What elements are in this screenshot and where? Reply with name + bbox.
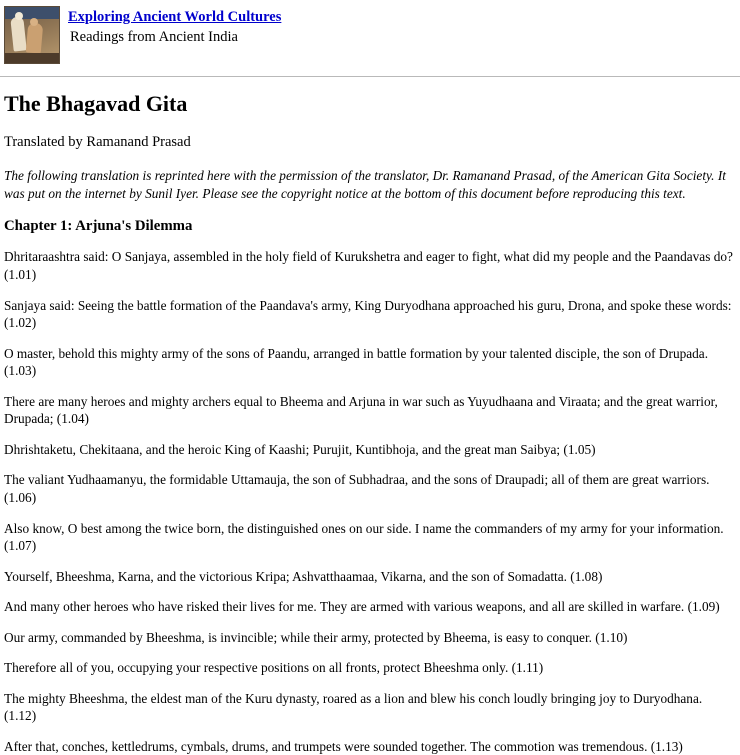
logo-figure-left <box>10 16 26 51</box>
page-title: The Bhagavad Gita <box>4 91 188 116</box>
logo-figure-left-head <box>15 12 23 20</box>
translator-credit: Translated by Ramanand Prasad <box>4 134 191 151</box>
document-content <box>0 91 740 755</box>
verse-paragraph: Dhrishtaketu, Chekitaana, and the heroic King of Kaashi; Purujit, Kuntibhoja, and the great man Saibya; (1.05) <box>4 441 596 457</box>
masthead-divider <box>0 76 740 77</box>
logo-figure-right <box>26 22 44 53</box>
verse-paragraph: O master, behold this mighty army of the sons of Paandu, arranged in battle formation by your talented disciple, the son of Drupada. (1.03) <box>4 345 709 379</box>
verse-paragraph: Also know, O best among the twice born, the distinguished ones on our side. I name the commanders of my army for your information. (1.07) <box>4 520 724 554</box>
verse-paragraph: There are many heroes and mighty archers equal to Bheema and Arjuna in war such as Yuyudhaana and Viraata; and the great warrior, Drupada; (1.04) <box>4 393 718 427</box>
reprint-notice: The following translation is reprinted here with the permission of the translator, Dr. Ramanand Prasad, of the American Gita Society. It was put on the internet by Sunil Iyer. Please see the copyright notice at the bottom of this document before reproducing this text. <box>4 168 726 201</box>
verse-paragraph: And many other heroes who have risked their lives for me. They are armed with various weapons, and all are skilled in warfare. (1.09) <box>4 599 720 615</box>
verse-paragraph: After that, conches, kettledrums, cymbals, drums, and trumpets were sounded together. The commotion was tremendous. (1.13) <box>4 738 683 754</box>
masthead-subtitle: Readings from Ancient India <box>70 29 238 46</box>
verse-paragraph: Yourself, Bheeshma, Karna, and the victorious Kripa; Ashvatthaamaa, Vikarna, and the son of Somadatta. (1.08) <box>4 568 603 584</box>
verse-paragraph: The valiant Yudhaamanyu, the formidable Uttamauja, the son of Subhadraa, and the sons of Draupadi; all of them are great warriors. (1.06) <box>4 472 710 505</box>
verse-paragraph: Our army, commanded by Bheeshma, is invincible; while their army, protected by Bheema, is easy to conquer. (1.10) <box>4 629 628 645</box>
masthead-text <box>68 6 281 47</box>
verse-paragraph: Therefore all of you, occupying your respective positions on all fronts, protect Bheeshma only. (1.11) <box>4 660 544 676</box>
verse-paragraph: The mighty Bheeshma, the eldest man of the Kuru dynasty, roared as a lion and blew his conch loudly bringing joy to Duryodhana. (1.12) <box>4 690 703 724</box>
chapter-heading: Chapter 1: Arjuna's Dilemma <box>4 218 193 235</box>
site-home-link[interactable]: Exploring Ancient World Cultures <box>68 9 282 25</box>
verse-paragraph: Dhritaraashtra said: O Sanjaya, assembled in the holy field of Kurukshetra and eager to fight, what did my people and the Paandavas do? (1.01) <box>4 249 733 283</box>
ancient-india-painting-thumbnail-icon <box>4 6 60 64</box>
site-masthead <box>0 0 740 64</box>
logo-ground <box>5 53 59 63</box>
logo-figure-right-head <box>30 18 38 26</box>
verse-paragraph: Sanjaya said: Seeing the battle formation of the Paandava's army, King Duryodhana approached his guru, Drona, and spoke these words: (1.02) <box>4 297 732 331</box>
